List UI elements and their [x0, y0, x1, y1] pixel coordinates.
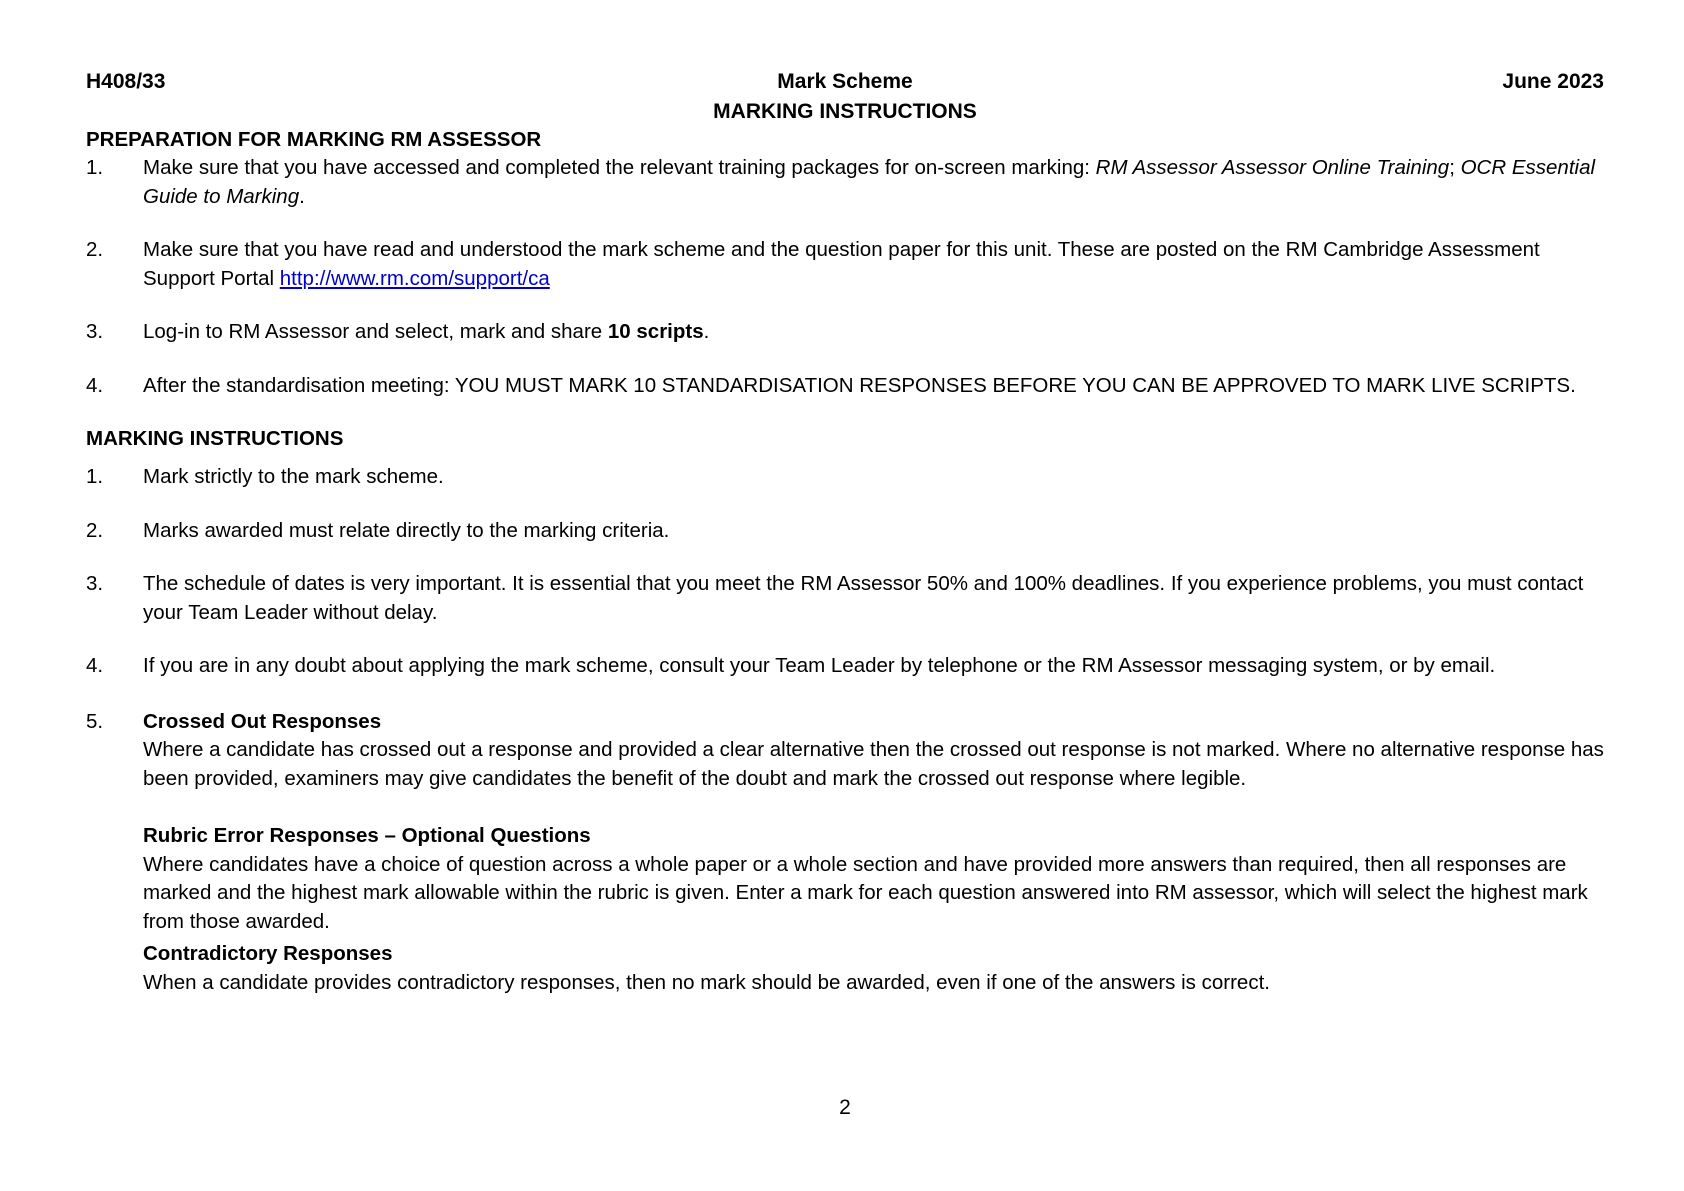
- item-number: 4.: [86, 654, 104, 677]
- item-text: ;: [1449, 156, 1461, 179]
- page-number: 2: [839, 1096, 851, 1119]
- item-number: 3.: [86, 572, 104, 595]
- marking-item-2: [86, 517, 1604, 546]
- crossed-out-text: Where a candidate has crossed out a response and provided a clear alternative then the crossed out response is not marked. Where no alternative response has been provided, examiners may give candidates the benefit of the doubt and mark the crossed out response where legible.: [143, 738, 1604, 790]
- item-number: 4.: [86, 373, 104, 397]
- preparation-section: [86, 126, 1604, 400]
- marking-heading: MARKING INSTRUCTIONS: [86, 427, 344, 450]
- marking-item-4: [86, 652, 1604, 681]
- item-text: Mark strictly to the mark scheme.: [143, 465, 444, 488]
- training-title: RM Assessor Assessor Online Training: [1095, 156, 1450, 179]
- item-text: Log-in to RM Assessor and select, mark and share: [143, 320, 608, 343]
- crossed-out-heading: Crossed Out Responses: [143, 709, 382, 733]
- item-number: 2.: [86, 518, 104, 542]
- item-text: Make sure that you have read and understood the mark scheme and the question paper for this unit. These are posted on the RM Cambridge Assessment Support Portal: [143, 238, 1540, 290]
- contradictory-text: When a candidate provides contradictory responses, then no mark should be awarded, even if one of the answers is correct.: [143, 970, 1270, 994]
- support-portal-link[interactable]: http://www.rm.com/support/ca: [279, 266, 550, 290]
- item-number: 1.: [86, 465, 104, 488]
- page-title: MARKING INSTRUCTIONS: [713, 100, 977, 123]
- preparation-item-4: [86, 372, 1604, 401]
- exam-date: June 2023: [1502, 70, 1604, 93]
- item-text: After the standardisation meeting: YOU MUST MARK 10 STANDARDISATION RESPONSES BEFORE YOU CAN BE APPROVED TO MARK LIVE SCRIPTS.: [143, 373, 1576, 397]
- item-text: The schedule of dates is very important. It is essential that you meet the RM Assessor 50% and 100% deadlines. If you experience problems, you must contact your Team Leader without delay.: [143, 572, 1584, 624]
- contradictory-heading: Contradictory Responses: [143, 942, 393, 965]
- preparation-heading: PREPARATION FOR MARKING RM ASSESSOR: [86, 128, 542, 151]
- item-number: 3.: [86, 320, 104, 343]
- item-text: .: [703, 320, 710, 343]
- item-text: If you are in any doubt about applying the mark scheme, consult your Team Leader by telephone or the RM Assessor messaging system, or by email.: [143, 654, 1496, 677]
- preparation-item-2: [86, 236, 1604, 293]
- item-text: Make sure that you have accessed and completed the relevant training packages for on-screen marking:: [143, 156, 1096, 179]
- scripts-count: 10 scripts: [607, 320, 704, 343]
- marking-item-3: [86, 570, 1604, 627]
- contradictory-block: [86, 940, 1604, 997]
- preparation-item-1: [86, 154, 1604, 211]
- marking-item-1: [86, 463, 1604, 492]
- rubric-block: [86, 822, 1604, 936]
- item-number: 2.: [86, 238, 104, 261]
- item-text: Marks awarded must relate directly to the marking criteria.: [143, 518, 670, 542]
- paper-code: H408/33: [86, 70, 166, 93]
- rubric-text: Where candidates have a choice of question across a whole paper or a whole section and have provided more answers than required, then all responses are marked and the highest mark allowable within the rubric is given. Enter a mark for each question answered into RM assessor, which will select the highest mark from those awarded.: [143, 852, 1588, 933]
- item-number: 5.: [86, 709, 104, 733]
- marking-item-5: [86, 708, 1604, 794]
- document-page: [86, 70, 1604, 1160]
- rubric-heading: Rubric Error Responses – Optional Questions: [143, 824, 591, 847]
- preparation-list: [86, 154, 1604, 400]
- guide-title: OCR Essential Guide to Marking: [143, 156, 1596, 208]
- item-text: .: [299, 184, 305, 208]
- item-number: 1.: [86, 156, 104, 179]
- preparation-item-3: [86, 318, 1604, 347]
- document-type: Mark Scheme: [777, 70, 913, 93]
- page-header: [86, 70, 1604, 98]
- marking-list: [86, 463, 1604, 793]
- marking-section: [86, 425, 1604, 997]
